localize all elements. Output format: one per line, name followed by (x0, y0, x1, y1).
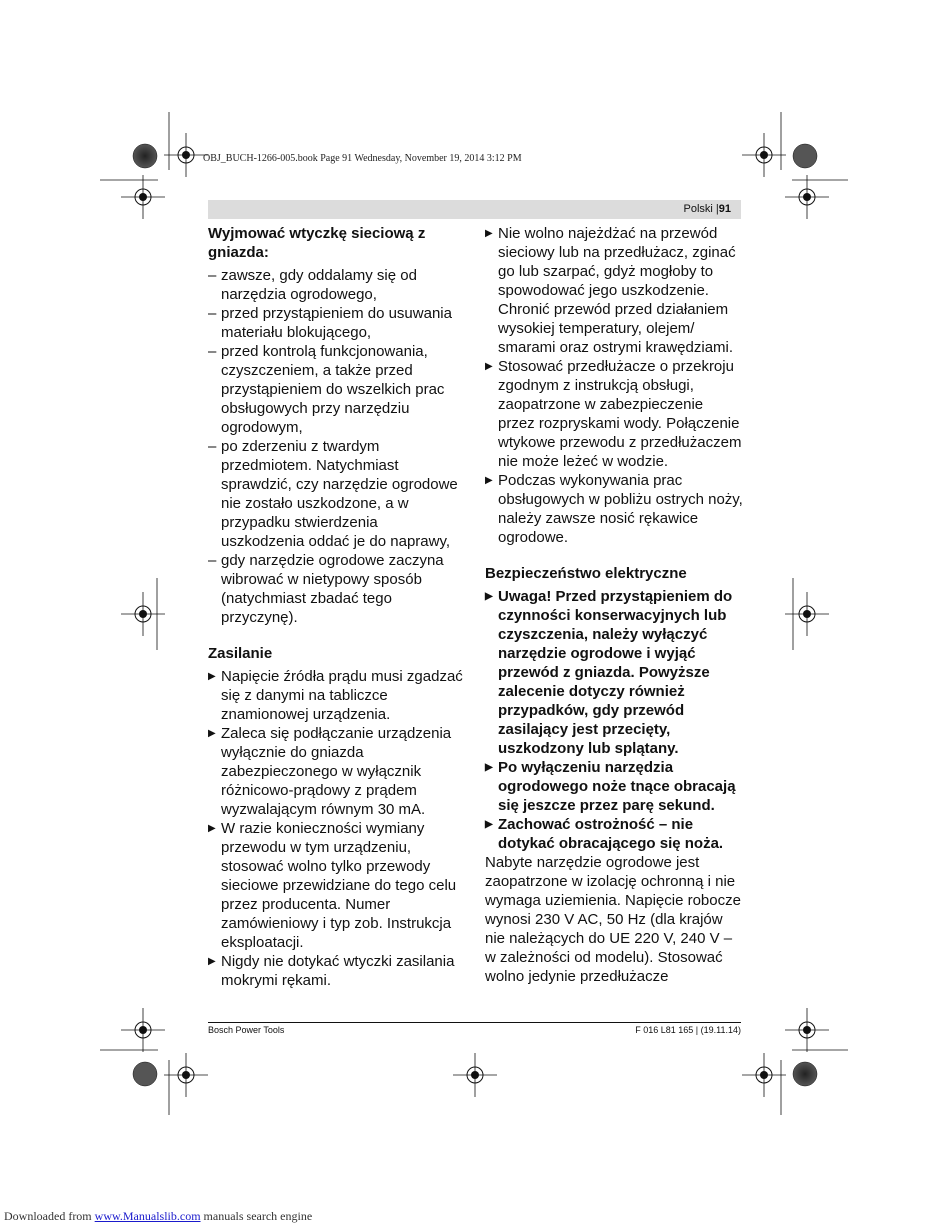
footer-doc-number: F 016 L81 165 | (19.11.14) (635, 1025, 741, 1035)
page-header (683, 203, 731, 215)
list-item: – zawsze, gdy oddalamy się od narzędzia ogrodowego, (208, 266, 464, 304)
section-heading-unplug: Wyjmować wtyczkę sieciową z gniazda: (208, 225, 426, 261)
left-column (208, 224, 464, 990)
page-header-band (208, 200, 741, 219)
bullet-item: ▶ Nie wolno najeżdżać na przewód sieciowy lub na przedłużacz, zginać go lub szarpać, gdyż mogłoby to spowodować jego uszkodzenie. Chronić przewód przed działaniem wysokiej temperatury, olejem/ smarami oraz ostrymi krawędziami. (485, 224, 743, 357)
bullet-item: ▶ W razie konieczności wymiany przewodu w tym urządzeniu, stosować wolno tylko przewody sieciowe przewidziane do tego celu przez producenta. Numer zamówieniowy i typ zob. Instrukcja eksploatacji. (208, 819, 464, 952)
bold-bullet-item: ▶ Po wyłączeniu narzędzia ogrodowego noże tnące obracają się jeszcze przez parę sekund. (485, 758, 743, 815)
list-item: – przed przystąpieniem do usuwania materiału blokującego, (208, 304, 464, 342)
bullet-item: ▶ Zaleca się podłączanie urządzenia wyłącznie do gniazda zabezpieczonego w wyłącznik różnicowo-prądowy z prądem wyzwalającym równym 30 mA. (208, 724, 464, 819)
bold-bullet-item: ▶ Zachować ostrożność – nie dotykać obracającego się noża. (485, 815, 743, 853)
body-paragraph: Nabyte narzędzie ogrodowe jest zaopatrzone w izolację ochronną i nie wymaga uziemienia. Napięcie robocze wynosi 230 V AC, 50 Hz (dla krajów nie należących do UE 220 V, 240 V – w zależności od modelu). Stosować wolno jedynie przedłużacze (485, 854, 741, 985)
download-notice (4, 1209, 312, 1224)
list-item: – gdy narzędzie ogrodowe zaczyna wibrować w nietypowy sposób (natychmiast zbadać tego przyczynę). (208, 551, 464, 627)
header-language: Polski (683, 203, 713, 215)
list-item: – po zderzeniu z twardym przedmiotem. Natychmiast sprawdzić, czy narzędzie ogrodowe nie zostało uszkodzone, a w przypadku stwierdzenia uszkodzenia oddać je do naprawy, (208, 437, 464, 551)
bold-bullet-item: ▶ Uwaga! Przed przystąpieniem do czynności konserwacyjnych lub czyszczenia, należy wyłączyć narzędzie ogrodowe i wyjąć przewód z gniazda. Powyższe zalecenie dotyczy również przypadków, gdy przewód zasilający jest przecięty, uszkodzony lub splątany. (485, 587, 743, 758)
section-heading-power: Zasilanie (208, 645, 273, 662)
right-column (485, 224, 743, 986)
header-separator: | (715, 203, 719, 215)
bullet-item: ▶ Napięcie źródła prądu musi zgadzać się z danymi na tabliczce znamionowej urządzenia. (208, 667, 464, 724)
bullet-item: ▶ Nigdy nie dotykać wtyczki zasilania mokrymi rękami. (208, 952, 464, 990)
list-item: – przed kontrolą funkcjonowania, czyszczeniem, a także przed przystąpieniem do wszelkich prac obsługowych przy narzędziu ogrodowym, (208, 342, 464, 437)
page-number: 91 (718, 203, 731, 215)
manualslib-link[interactable]: www.Manualslib.com (94, 1209, 201, 1223)
bullet-item: ▶ Podczas wykonywania prac obsługowych w pobliżu ostrych noży, należy zawsze nosić rękawice ogrodowe. (485, 471, 743, 547)
footer-rule (208, 1022, 741, 1023)
download-prefix: Downloaded from (4, 1209, 92, 1223)
download-suffix: manuals search engine (203, 1209, 313, 1223)
book-info-line: OBJ_BUCH-1266-005.book Page 91 Wednesday, November 19, 2014 3:12 PM (203, 153, 522, 164)
bullet-item: ▶ Stosować przedłużacze o przekroju zgodnym z instrukcją obsługi, zaopatrzone w zabezpieczenie przez rozpryskami wody. Połączenie wtykowe przewodu z przedłużaczem nie może leżeć w wodzie. (485, 357, 743, 471)
section-heading-electrical: Bezpieczeństwo elektryczne (485, 565, 687, 582)
footer-brand: Bosch Power Tools (208, 1025, 285, 1035)
